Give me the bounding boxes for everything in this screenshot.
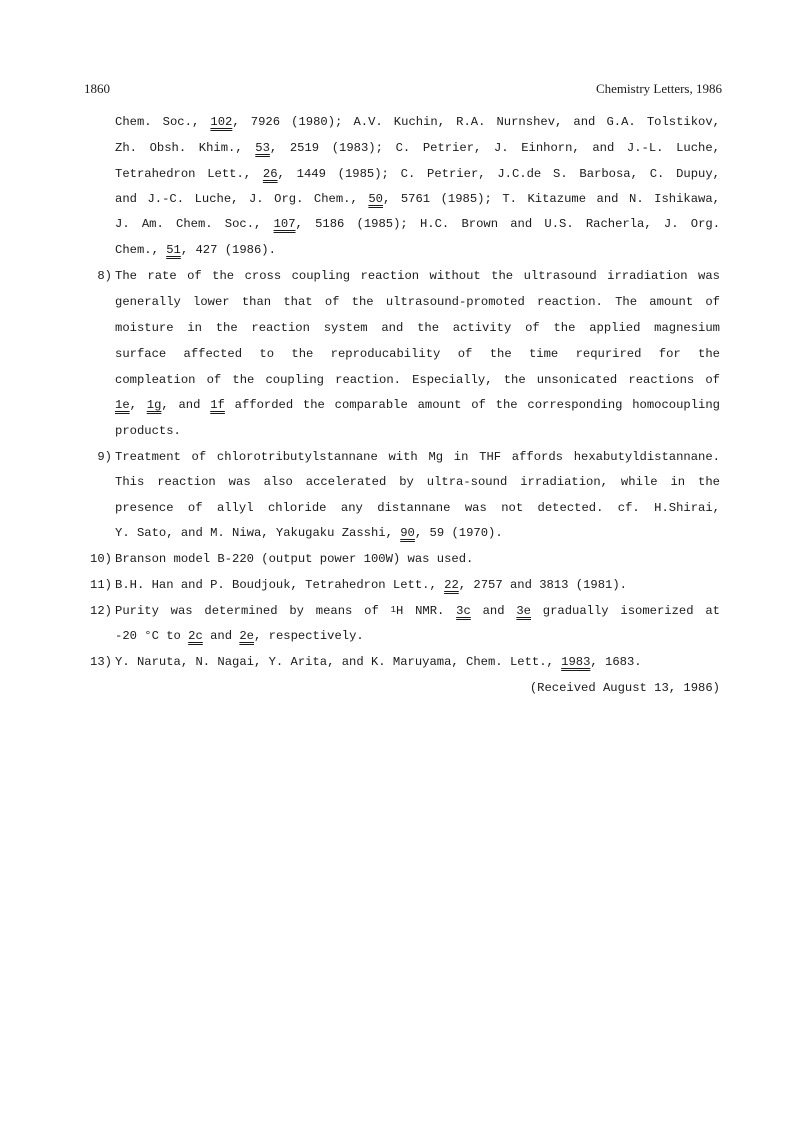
ref11-number: 11) <box>90 578 112 592</box>
ref7-line-2: Zh. Obsh. Khim., 53, 2519 (1983); C. Petrier, J. Einhorn, and J.-L. Luche, <box>115 141 720 155</box>
ref12-line-2: -20 °C to 2c and 2e, respectively. <box>115 629 364 643</box>
ref13-line-1: Y. Naruta, N. Nagai, Y. Arita, and K. Maruyama, Chem. Lett., 1983, 1683. <box>115 655 642 669</box>
ref7-line-4: and J.-C. Luche, J. Org. Chem., 50, 5761 (1985); T. Kitazume and N. Ishikawa, <box>115 192 720 206</box>
ref8-line-7: products. <box>115 424 181 438</box>
ref7-line-1: Chem. Soc., 102, 7926 (1980); A.V. Kuchin, R.A. Nurnshev, and G.A. Tolstikov, <box>115 115 720 129</box>
ref7-line-6: Chem., 51, 427 (1986). <box>115 243 276 257</box>
ref7-line-3: Tetrahedron Lett., 26, 1449 (1985); C. Petrier, J.C.de S. Barbosa, C. Dupuy, <box>115 167 720 181</box>
page-number: 1860 <box>84 81 110 96</box>
ref9-number: 9) <box>97 450 112 464</box>
ref12-number: 12) <box>90 604 112 618</box>
ref8-line-4: surface affected to the reproducability of the time requrired for the <box>115 347 720 361</box>
ref8-line-2: generally lower than that of the ultrasound-promoted reaction. The amount of <box>115 295 720 309</box>
ref13-number: 13) <box>90 655 112 669</box>
ref12-line-1: Purity was determined by means of $^1$H NMR. 3c and 3e gradually isomerized at <box>115 604 720 618</box>
ref8-line-6: 1e, 1g, and 1f afforded the comparable amount of the corresponding homocoupling <box>115 398 720 412</box>
ref9-line-4: Y. Sato, and M. Niwa, Yakugaku Zasshi, 90, 59 (1970). <box>115 526 503 540</box>
ref7-line-5: J. Am. Chem. Soc., 107, 5186 (1985); H.C. Brown and U.S. Racherla, J. Org. <box>115 217 721 231</box>
ref8-line-5: compleation of the coupling reaction. Especially, the unsonicated reactions of <box>115 373 720 387</box>
ref11-line-1: B.H. Han and P. Boudjouk, Tetrahedron Lett., 22, 2757 and 3813 (1981). <box>115 578 627 592</box>
ref10-line-1: Branson model B-220 (output power 100W) was used. <box>115 552 474 566</box>
ref9-line-2: This reaction was also accelerated by ultra-sound irradiation, while in the <box>115 475 720 489</box>
ref9-line-3: presence of allyl chloride any distannane was not detected. cf. H.Shirai, <box>115 501 720 515</box>
ref8-line-3: moisture in the reaction system and the activity of the applied magnesium <box>115 321 720 335</box>
received-date: (Received August 13, 1986) <box>529 681 720 695</box>
ref10-number: 10) <box>90 552 112 566</box>
ref8-number: 8) <box>97 269 112 283</box>
ref9-line-1: Treatment of chlorotributylstannane with Mg in THF affords hexabutyldistannane. <box>115 450 720 464</box>
journal-header: Chemistry Letters, 1986 <box>595 81 722 96</box>
ref8-line-1: The rate of the cross coupling reaction without the ultrasound irradiation was <box>115 269 720 283</box>
